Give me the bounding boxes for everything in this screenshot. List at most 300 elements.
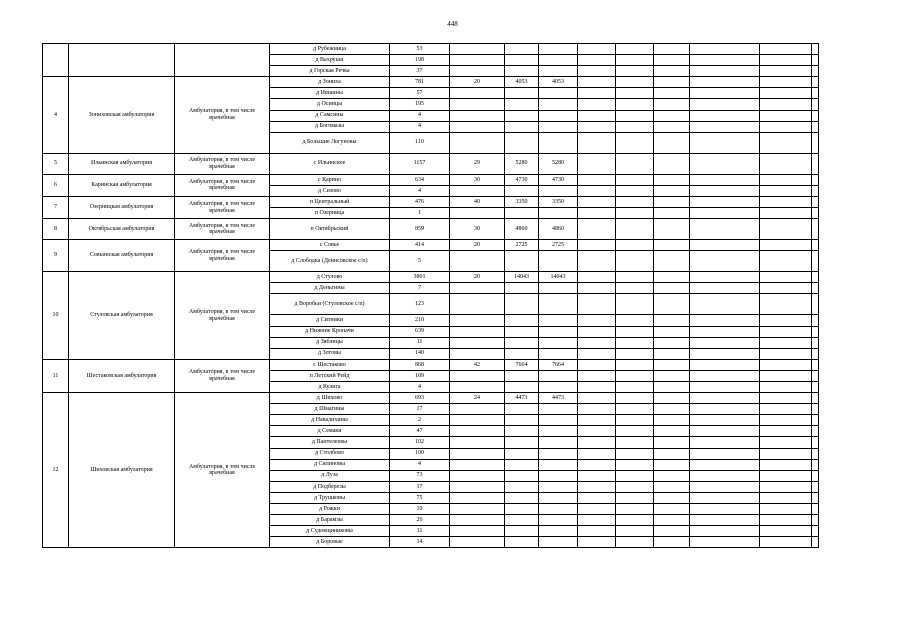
value-cell-6 (654, 272, 690, 283)
value-cell-2 (505, 437, 539, 448)
value-cell-3: 4860 (539, 219, 578, 240)
value-cell-3 (539, 44, 578, 55)
population-cell: 859 (390, 219, 450, 240)
value-cell-6 (654, 196, 690, 207)
value-cell-2: 4053 (505, 77, 539, 88)
value-cell-6 (654, 526, 690, 537)
value-cell-3 (539, 348, 578, 359)
value-cell-3 (539, 448, 578, 459)
value-cell-3 (539, 370, 578, 381)
locality-name: с Совье (270, 240, 390, 251)
value-cell-7 (690, 196, 760, 207)
value-cell-1 (450, 294, 505, 315)
value-cell-3 (539, 404, 578, 415)
value-cell-2 (505, 326, 539, 337)
value-cell-9 (812, 294, 819, 315)
value-cell-2 (505, 44, 539, 55)
locality-name: д Барамзы (270, 515, 390, 526)
value-cell-5 (616, 174, 654, 185)
value-cell-2 (505, 121, 539, 132)
locality-name: п Летский Рейд (270, 370, 390, 381)
facility-name: Каринская амбулатория (69, 174, 175, 196)
table-row (43, 44, 819, 55)
value-cell-2: 5280 (505, 153, 539, 174)
value-cell-9 (812, 448, 819, 459)
value-cell-3 (539, 515, 578, 526)
value-cell-7 (690, 326, 760, 337)
value-cell-8 (760, 359, 812, 370)
value-cell-5 (616, 88, 654, 99)
value-cell-7 (690, 348, 760, 359)
value-cell-4 (578, 315, 616, 326)
facility-name: Стуловская амбулатория (69, 272, 175, 360)
value-cell-3: 3350 (539, 196, 578, 207)
value-cell-8 (760, 404, 812, 415)
value-cell-1: 20 (450, 272, 505, 283)
value-cell-3: 7664 (539, 359, 578, 370)
value-cell-7 (690, 208, 760, 219)
value-cell-6 (654, 99, 690, 110)
value-cell-4 (578, 426, 616, 437)
value-cell-5 (616, 208, 654, 219)
value-cell-1 (450, 481, 505, 492)
value-cell-3: 5280 (539, 153, 578, 174)
value-cell-5 (616, 415, 654, 426)
value-cell-8 (760, 99, 812, 110)
population-cell: 5 (390, 251, 450, 272)
locality-name: п Центральный (270, 196, 390, 207)
value-cell-8 (760, 393, 812, 404)
population-cell: 3801 (390, 272, 450, 283)
value-cell-8 (760, 88, 812, 99)
value-cell-4 (578, 294, 616, 315)
value-cell-1 (450, 459, 505, 470)
locality-name: с Ильинское (270, 153, 390, 174)
value-cell-8 (760, 110, 812, 121)
value-cell-9 (812, 381, 819, 392)
value-cell-8 (760, 537, 812, 548)
value-cell-8 (760, 448, 812, 459)
value-cell-7 (690, 393, 760, 404)
population-cell: 26 (390, 515, 450, 526)
value-cell-9 (812, 492, 819, 503)
value-cell-4 (578, 219, 616, 240)
facility-type: Амбулатория, в том числе врачебная (175, 196, 270, 218)
table-row (43, 393, 819, 404)
group-number: 4 (43, 77, 69, 153)
value-cell-7 (690, 240, 760, 251)
value-cell-5 (616, 196, 654, 207)
value-cell-7 (690, 272, 760, 283)
locality-name: д Трушковы (270, 492, 390, 503)
value-cell-4 (578, 415, 616, 426)
value-cell-8 (760, 208, 812, 219)
value-cell-1: 30 (450, 174, 505, 185)
facility-name: Зониховская амбулатория (69, 77, 175, 153)
value-cell-4 (578, 153, 616, 174)
value-cell-2 (505, 481, 539, 492)
value-cell-4 (578, 121, 616, 132)
value-cell-5 (616, 185, 654, 196)
population-cell: 4 (390, 185, 450, 196)
value-cell-6 (654, 504, 690, 515)
value-cell-8 (760, 337, 812, 348)
value-cell-8 (760, 470, 812, 481)
value-cell-2 (505, 415, 539, 426)
population-cell: 53 (390, 44, 450, 55)
value-cell-3 (539, 470, 578, 481)
value-cell-8 (760, 459, 812, 470)
locality-name: д Деньгины (270, 283, 390, 294)
value-cell-9 (812, 315, 819, 326)
value-cell-6 (654, 492, 690, 503)
value-cell-9 (812, 283, 819, 294)
population-cell: 123 (390, 294, 450, 315)
value-cell-4 (578, 185, 616, 196)
value-cell-2: 14043 (505, 272, 539, 283)
value-cell-6 (654, 153, 690, 174)
value-cell-7 (690, 404, 760, 415)
value-cell-3 (539, 88, 578, 99)
value-cell-1 (450, 315, 505, 326)
value-cell-1 (450, 132, 505, 153)
value-cell-1 (450, 337, 505, 348)
value-cell-8 (760, 240, 812, 251)
value-cell-2 (505, 294, 539, 315)
value-cell-4 (578, 381, 616, 392)
value-cell-4 (578, 470, 616, 481)
locality-name: д Столбово (270, 448, 390, 459)
value-cell-7 (690, 174, 760, 185)
population-cell: 11 (390, 526, 450, 537)
value-cell-5 (616, 99, 654, 110)
group-number: 5 (43, 153, 69, 174)
value-cell-4 (578, 196, 616, 207)
value-cell-2 (505, 526, 539, 537)
table-row (43, 174, 819, 185)
page-number: 448 (447, 20, 458, 28)
value-cell-4 (578, 459, 616, 470)
value-cell-6 (654, 437, 690, 448)
value-cell-3 (539, 337, 578, 348)
value-cell-4 (578, 504, 616, 515)
value-cell-9 (812, 110, 819, 121)
value-cell-6 (654, 393, 690, 404)
value-cell-7 (690, 55, 760, 66)
value-cell-8 (760, 294, 812, 315)
value-cell-4 (578, 326, 616, 337)
facility-name: Октябрьская амбулатория (69, 219, 175, 240)
group-number: 10 (43, 272, 69, 360)
value-cell-5 (616, 526, 654, 537)
value-cell-2 (505, 251, 539, 272)
value-cell-4 (578, 393, 616, 404)
value-cell-2 (505, 426, 539, 437)
value-cell-6 (654, 515, 690, 526)
value-cell-3 (539, 121, 578, 132)
value-cell-5 (616, 426, 654, 437)
value-cell-6 (654, 426, 690, 437)
value-cell-6 (654, 219, 690, 240)
value-cell-1 (450, 110, 505, 121)
value-cell-3 (539, 437, 578, 448)
population-cell: 634 (390, 174, 450, 185)
locality-name: д Стулово (270, 272, 390, 283)
value-cell-7 (690, 153, 760, 174)
population-cell: 10 (390, 504, 450, 515)
value-cell-4 (578, 348, 616, 359)
value-cell-3 (539, 99, 578, 110)
value-cell-1 (450, 121, 505, 132)
value-cell-6 (654, 251, 690, 272)
locality-name: п Октябрьский (270, 219, 390, 240)
value-cell-4 (578, 44, 616, 55)
value-cell-7 (690, 251, 760, 272)
value-cell-5 (616, 283, 654, 294)
value-cell-8 (760, 515, 812, 526)
value-cell-9 (812, 537, 819, 548)
value-cell-1 (450, 44, 505, 55)
value-cell-9 (812, 196, 819, 207)
value-cell-5 (616, 492, 654, 503)
value-cell-3: 2725 (539, 240, 578, 251)
value-cell-3 (539, 415, 578, 426)
table-row (43, 359, 819, 370)
value-cell-9 (812, 132, 819, 153)
value-cell-5 (616, 121, 654, 132)
value-cell-7 (690, 504, 760, 515)
value-cell-2 (505, 348, 539, 359)
value-cell-3 (539, 55, 578, 66)
locality-name: с Шестаково (270, 359, 390, 370)
value-cell-4 (578, 88, 616, 99)
facility-type: Амбулатория, в том числе врачебная (175, 393, 270, 548)
value-cell-7 (690, 219, 760, 240)
value-cell-9 (812, 326, 819, 337)
value-cell-6 (654, 337, 690, 348)
value-cell-1 (450, 448, 505, 459)
value-cell-8 (760, 381, 812, 392)
value-cell-7 (690, 370, 760, 381)
value-cell-4 (578, 515, 616, 526)
value-cell-5 (616, 437, 654, 448)
value-cell-6 (654, 294, 690, 315)
value-cell-1 (450, 326, 505, 337)
value-cell-1 (450, 283, 505, 294)
group-number (43, 44, 69, 77)
value-cell-7 (690, 185, 760, 196)
value-cell-8 (760, 77, 812, 88)
value-cell-3 (539, 326, 578, 337)
value-cell-7 (690, 437, 760, 448)
value-cell-2 (505, 99, 539, 110)
value-cell-2: 7664 (505, 359, 539, 370)
locality-name: д Силиновы (270, 459, 390, 470)
value-cell-7 (690, 359, 760, 370)
value-cell-8 (760, 272, 812, 283)
population-cell: 2 (390, 415, 450, 426)
value-cell-9 (812, 437, 819, 448)
value-cell-5 (616, 448, 654, 459)
value-cell-9 (812, 426, 819, 437)
population-cell: 4 (390, 121, 450, 132)
value-cell-6 (654, 381, 690, 392)
value-cell-4 (578, 251, 616, 272)
value-cell-7 (690, 481, 760, 492)
value-cell-6 (654, 240, 690, 251)
locality-name: д Рубежница (270, 44, 390, 55)
value-cell-3 (539, 459, 578, 470)
value-cell-9 (812, 393, 819, 404)
population-cell: 73 (390, 470, 450, 481)
value-cell-5 (616, 132, 654, 153)
value-cell-7 (690, 294, 760, 315)
table-row (43, 219, 819, 240)
value-cell-1: 24 (450, 393, 505, 404)
value-cell-6 (654, 315, 690, 326)
value-cell-9 (812, 359, 819, 370)
value-cell-3 (539, 481, 578, 492)
value-cell-2 (505, 185, 539, 196)
value-cell-6 (654, 44, 690, 55)
value-cell-1: 30 (450, 219, 505, 240)
population-cell: 693 (390, 393, 450, 404)
value-cell-2 (505, 537, 539, 548)
value-cell-7 (690, 132, 760, 153)
value-cell-3: 4053 (539, 77, 578, 88)
value-cell-8 (760, 66, 812, 77)
value-cell-4 (578, 537, 616, 548)
population-cell: 140 (390, 348, 450, 359)
table-row (43, 272, 819, 283)
value-cell-1 (450, 185, 505, 196)
value-cell-1 (450, 492, 505, 503)
value-cell-8 (760, 185, 812, 196)
value-cell-5 (616, 359, 654, 370)
value-cell-9 (812, 88, 819, 99)
value-cell-3 (539, 208, 578, 219)
value-cell-5 (616, 240, 654, 251)
value-cell-3 (539, 294, 578, 315)
value-cell-8 (760, 174, 812, 185)
group-number: 7 (43, 196, 69, 218)
value-cell-8 (760, 326, 812, 337)
value-cell-4 (578, 337, 616, 348)
value-cell-9 (812, 470, 819, 481)
locality-name: п Озерница (270, 208, 390, 219)
value-cell-1 (450, 426, 505, 437)
value-cell-6 (654, 459, 690, 470)
value-cell-4 (578, 272, 616, 283)
value-cell-2 (505, 504, 539, 515)
value-cell-1: 20 (450, 240, 505, 251)
value-cell-1 (450, 251, 505, 272)
value-cell-6 (654, 55, 690, 66)
value-cell-9 (812, 153, 819, 174)
value-cell-4 (578, 404, 616, 415)
value-cell-4 (578, 66, 616, 77)
population-cell: 17 (390, 404, 450, 415)
value-cell-4 (578, 448, 616, 459)
value-cell-5 (616, 294, 654, 315)
value-cell-9 (812, 404, 819, 415)
value-cell-2 (505, 381, 539, 392)
locality-name: д Луза (270, 470, 390, 481)
value-cell-6 (654, 66, 690, 77)
value-cell-5 (616, 326, 654, 337)
value-cell-7 (690, 448, 760, 459)
value-cell-5 (616, 470, 654, 481)
value-cell-1 (450, 381, 505, 392)
value-cell-4 (578, 481, 616, 492)
value-cell-3: 4730 (539, 174, 578, 185)
value-cell-9 (812, 66, 819, 77)
value-cell-8 (760, 370, 812, 381)
facility-type: Амбулатория, в том числе врачебная (175, 359, 270, 392)
value-cell-8 (760, 426, 812, 437)
value-cell-6 (654, 370, 690, 381)
value-cell-3 (539, 132, 578, 153)
locality-name: д Пантелеевы (270, 437, 390, 448)
value-cell-9 (812, 219, 819, 240)
value-cell-9 (812, 77, 819, 88)
value-cell-7 (690, 44, 760, 55)
value-cell-5 (616, 44, 654, 55)
locality-name: д Ившины (270, 88, 390, 99)
value-cell-2: 4473 (505, 393, 539, 404)
population-cell: 198 (390, 55, 450, 66)
value-cell-8 (760, 437, 812, 448)
locality-name: д Шмагины (270, 404, 390, 415)
value-cell-5 (616, 370, 654, 381)
value-cell-4 (578, 110, 616, 121)
value-cell-8 (760, 415, 812, 426)
value-cell-2: 3350 (505, 196, 539, 207)
value-cell-4 (578, 99, 616, 110)
value-cell-9 (812, 185, 819, 196)
value-cell-4 (578, 283, 616, 294)
population-cell: 102 (390, 437, 450, 448)
value-cell-9 (812, 44, 819, 55)
value-cell-1 (450, 404, 505, 415)
facility-name: Шиховская амбулатория (69, 393, 175, 548)
value-cell-1 (450, 470, 505, 481)
value-cell-7 (690, 492, 760, 503)
value-cell-6 (654, 481, 690, 492)
value-cell-3: 4473 (539, 393, 578, 404)
value-cell-7 (690, 110, 760, 121)
value-cell-2 (505, 88, 539, 99)
value-cell-5 (616, 219, 654, 240)
value-cell-3 (539, 110, 578, 121)
ambulatory-table (42, 43, 819, 548)
facility-type: Амбулатория, в том числе врачебная (175, 153, 270, 174)
value-cell-4 (578, 359, 616, 370)
value-cell-2 (505, 283, 539, 294)
value-cell-1: 29 (450, 153, 505, 174)
value-cell-4 (578, 526, 616, 537)
value-cell-9 (812, 240, 819, 251)
locality-name: д Зониха (270, 77, 390, 88)
value-cell-4 (578, 132, 616, 153)
value-cell-2 (505, 337, 539, 348)
value-cell-6 (654, 283, 690, 294)
value-cell-6 (654, 359, 690, 370)
value-cell-5 (616, 381, 654, 392)
facility-name (69, 44, 175, 77)
value-cell-7 (690, 283, 760, 294)
population-cell: 4 (390, 381, 450, 392)
